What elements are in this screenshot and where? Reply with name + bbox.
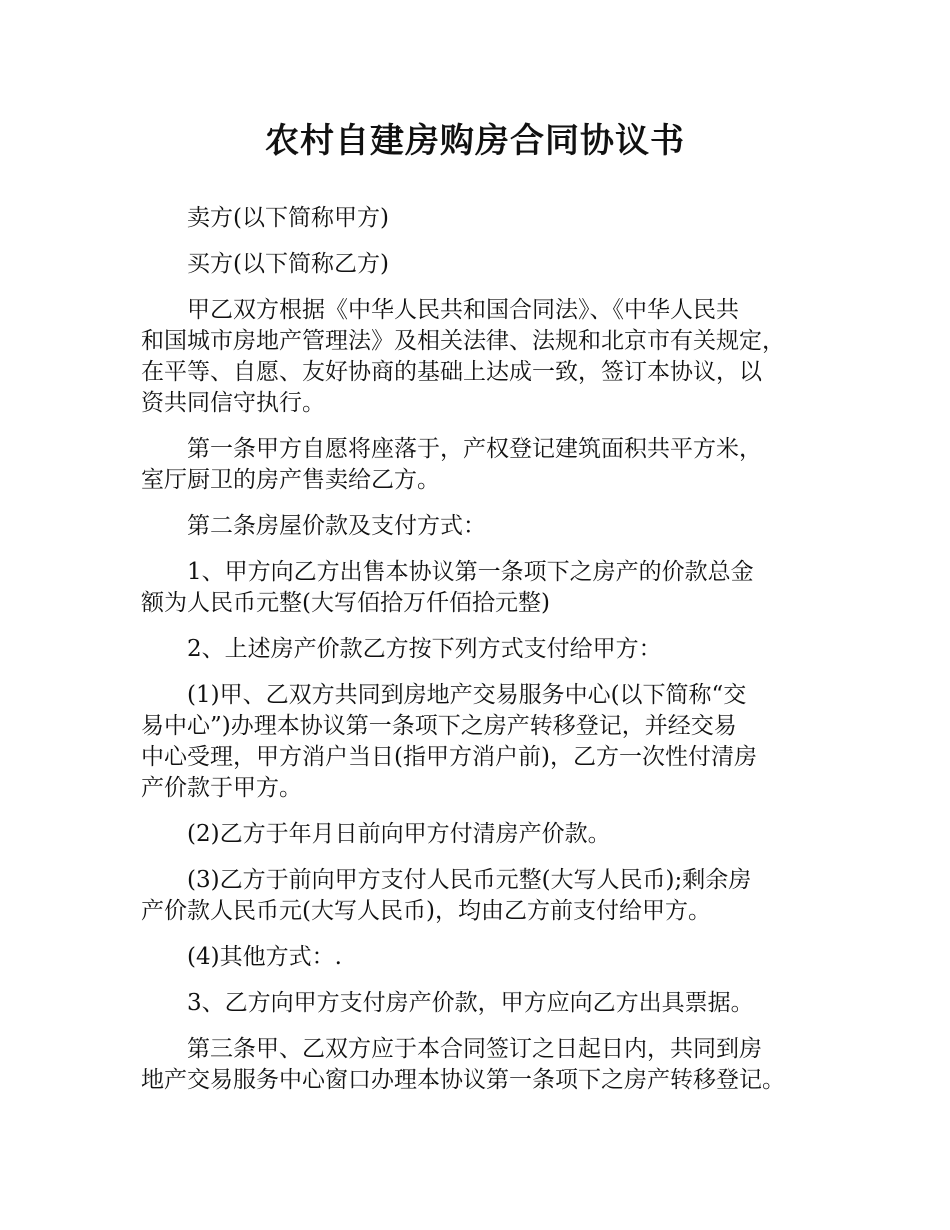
paragraph-payment-option-1: (1)甲、乙双方共同到房地产交易服务中心(以下简称“交 易中心”)办理本协议第一条项下之房产转移登记，并经交易 中心受理，甲方消户当日(指甲方消户前)，乙方一次性付清房 产价款于甲方。 [141,682,757,801]
paragraph-buyer: 买方(以下简称乙方) [187,251,389,277]
paragraph-payment-option-3: (3)乙方于前向甲方支付人民币元整(大写人民币);剩余房 产价款人民币元(大写人民币)，均由乙方前支付给甲方。 [141,867,752,924]
document-title: 农村自建房购房合同协议书 [265,121,685,161]
paragraph-article-2-item-1: 1、甲方向乙方出售本协议第一条项下之房产的价款总金 额为人民币元整(大写佰拾万仟佰拾元整) [141,559,754,616]
paragraph-payment-option-4: (4)其他方式：. [187,944,342,970]
paragraph-article-1: 第一条甲方自愿将座落于，产权登记建筑面积共平方米， 室厅厨卫的房产售卖给乙方。 [141,436,762,493]
paragraph-article-2-item-3: 3、乙方向甲方支付房产价款，甲方应向乙方出具票据。 [187,990,754,1016]
paragraph-payment-option-2: (2)乙方于年月日前向甲方付清房产价款。 [187,821,611,847]
paragraph-article-2-item-2: 2、上述房产价款乙方按下列方式支付给甲方： [187,636,662,662]
paragraph-preamble: 甲乙双方根据《中华人民共和国合同法》、《中华人民共 和国城市房地产管理法》及相关法律、法规和北京市有关规定， 在平等、自愿、友好协商的基础上达成一致，签订本协议，以 资共同信守执行。 [141,297,785,416]
paragraph-article-3: 第三条甲、乙双方应于本合同签订之日起日内，共同到房 地产交易服务中心窗口办理本协议第一条项下之房产转移登记。 [141,1036,785,1093]
paragraph-article-2-heading: 第二条房屋价款及支付方式： [187,513,486,539]
document-body [141,203,831,1111]
paragraph-seller: 卖方(以下简称甲方) [187,205,389,231]
